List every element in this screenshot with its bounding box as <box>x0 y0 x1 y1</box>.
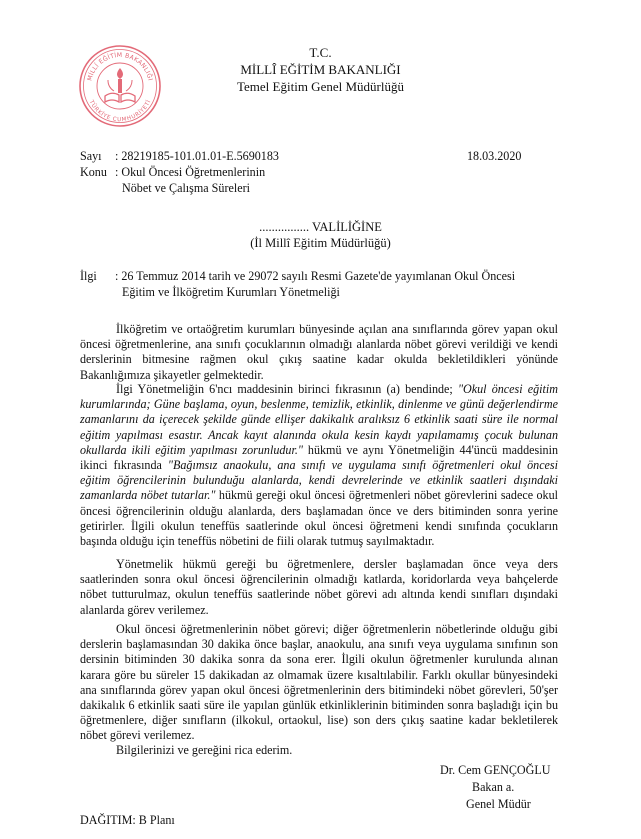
header-ministry: MİLLÎ EĞİTİM BAKANLIĞI <box>240 62 401 77</box>
body-paragraph-2 <box>80 382 558 549</box>
konu-line-1: : Okul Öncesi Öğretmenlerinin <box>115 165 266 179</box>
sayi-label: Sayı <box>80 149 102 163</box>
ilgi-line-2: Eğitim ve İlköğretim Kurumları Yönetmeliği <box>122 285 340 299</box>
ilgi-label: İlgi <box>80 269 97 283</box>
addressee-line-1: ................ VALİLİĞİNE <box>259 220 382 234</box>
body-paragraph-5: Bilgilerinizi ve gereğini rica ederim. <box>116 743 293 757</box>
p2-text-c: hükmü gereği okul öncesi öğretmenleri nöbet görevlerini sadece okul öncesi öğrencilerinin olduğu alanlarda, ders başlamadan önce ve ders bitiminden sonra yerine getirirler. İlgili okulun teneffüs saatlerinde okul öncesi öğretmeni kendi sınıfında çocukların başında olduğu için teneffüs nöbetini de fiili olarak tutmuş sayılmaktadır. <box>80 488 558 549</box>
p2-quote-2: "Bağımsız anaokulu, ana sınıfı ve uygulama sınıfı öğretmenleri okul öncesi eğitim öğrencilerinin bulunduğu alanlarda, kendi devrelerinde ve etkinlik saatleri dışındaki zamanlarda nöbet tutarlar." <box>80 458 558 503</box>
sayi-value: : 28219185-101.01.01-E.5690183 <box>115 149 279 163</box>
signature-name: Dr. Cem GENÇOĞLU <box>440 763 551 777</box>
ilgi-line-1: : 26 Temmuz 2014 tarih ve 29072 sayılı Resmi Gazete'de yayımlanan Okul Öncesi <box>115 269 516 283</box>
distribution: DAĞITIM: B Planı <box>80 813 175 827</box>
addressee-line-2: (İl Millî Eğitim Müdürlüğü) <box>250 236 391 250</box>
document-date: 18.03.2020 <box>467 149 522 163</box>
header-directorate: Temel Eğitim Genel Müdürlüğü <box>237 79 404 94</box>
p2-text-b: hükmü ve aynı Yönetmeliğin 44'üncü maddesinin ikinci fıkrasında <box>80 442 559 473</box>
body-paragraph-4: Okul öncesi öğretmenlerinin nöbet görevi; diğer öğretmenlerin nöbetlerinde olduğu gibi derslerin başlamasından 30 dakika önce başlar, anaokulu, ana sınıfı veya uygulama sınıfının son dersinin bitiminden 30 dakika sonra da sona erer. İlgili okulun öğretmenler kurulunda alınan karara göre bu süreler 15 dakikadan az olmamak üzere kısaltılabilir. Farklı okullar bünyesindeki ana sınıflarında görev yapan okul öncesi öğretmenlerinin ders bitimindeki nöbet görevleri, 50'şer dakikalık 6 etkinlik saati süre ile yapılan günlük etkinliklerinin bitiminden sonra başladığı için bu öğretmenlere, diğer sınıfların (ilkokul, ortaokul, lise) son ders çıkış saatine kadar bekletilerek nöbet görevi verilemez. <box>80 622 558 743</box>
svg-text:TÜRKİYE CUMHURİYETİ: TÜRKİYE CUMHURİYETİ <box>87 99 153 124</box>
konu-line-2: Nöbet ve Çalışma Süreleri <box>122 181 250 195</box>
body-paragraph-1: İlköğretim ve ortaöğretim kurumları bünyesinde açılan ana sınıflarında görev yapan okul öncesi öğretmenlerine, ana sınıfı çocuklarının olmadığı alanlarda nöbet görevi verildiği ve kendi derslerinin bitmesine rağmen okul çıkış saatine kadar okulda bekletildikleri yönünde Bakanlığımıza şikayetler gelmektedir. <box>80 322 558 382</box>
p2-text-a: İlgi Yönetmeliğin 6'ncı maddesinin birinci fıkrasının (a) bendinde; <box>116 382 453 396</box>
signature-line-2: Bakan a. <box>472 780 515 794</box>
body-paragraph-3: Yönetmelik hükmü gereği bu öğretmenlere, dersler başlamadan önce veya ders saatlerinden sonra okul öncesi öğrencilerinin olmadığı katlarda, koridorlarda veya bahçelerde nöbet tutturulmaz, okulun teneffüs saatlerinde nöbet görevi adı altında kendi sınıfları dışındaki alanlarda görev verilemez. <box>80 557 558 617</box>
konu-label: Konu <box>80 165 107 179</box>
svg-text:MİLLÎ EĞİTİM BAKANLIĞI: MİLLÎ EĞİTİM BAKANLIĞI <box>86 51 154 82</box>
header-tc: T.C. <box>309 45 332 60</box>
signature-line-3: Genel Müdür <box>466 797 531 811</box>
p2-quote-1: "Okul öncesi eğitim kurumlarında; Güne başlama, oyun, beslenme, temizlik, etkinlik, dinlenme ve günü değerlendirme zamanlarını da içerecek şekilde günde ellişer dakikalık aralıksız 6 etkinlik saati süre ile normal eğitim yapılması esastır. Ancak kayıt alanında okula kesin kaydı yapılamamış çocuk bulunan okullarda ikili eğitim yapılması zorunludur." <box>80 382 558 457</box>
